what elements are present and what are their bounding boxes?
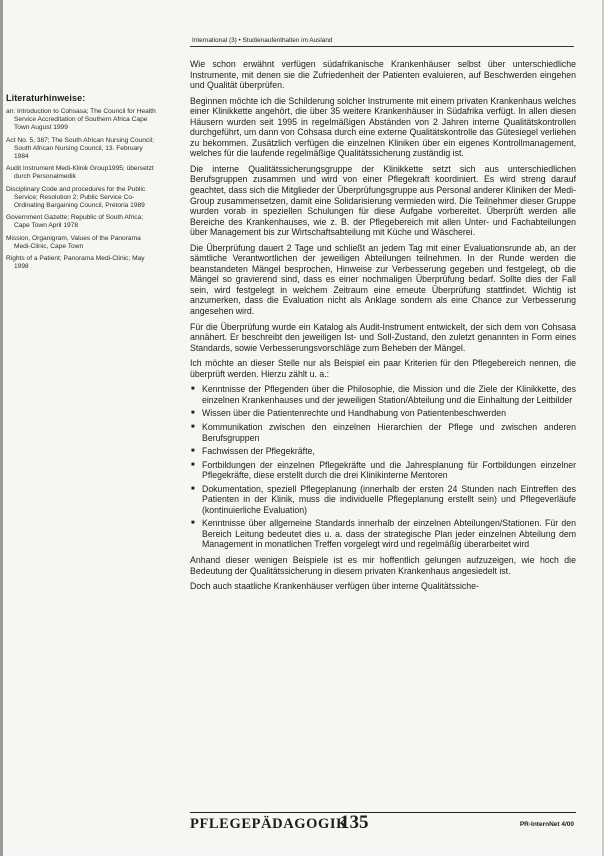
page-number: 135 [340, 812, 369, 833]
criteria-item: ■ Fortbildungen der einzelnen Pflegekräfte und die Jahresplanung für Fortbildungen einzelner Pflegekräfte, diese erstellt durch die drei Klinikinterne Mentoren [190, 460, 576, 481]
paragraph: Die interne Qualitätssicherungsgruppe der Klinikkette setzt sich aus unterschiedlichen Berufsgruppen zusammen und wird von einer Pflegekraft koordiniert. Es wird streng darauf geachtet, dass sich die Mitglieder der Überprüfungsgruppe aus Personal anderer Kliniken der Medi-Group zusammensetzen, damit eine Solidarisierung vermieden wird. Die Teilnehmer dieser Gruppe wurden vorab in speziellen Schulungen für diese Aufgabe vorbereitet. Überprüft werden alle Bereiche des Krankenhauses, wie z. B. der Pflegebereich mit allen Unter- und Fachabteilungen über Management bis zur Wirtschaftsabteilung mit Küche und Wäscherei. [190, 163, 576, 238]
criteria-item: ■ Kenntnisse der Pflegenden über die Philosophie, die Mission und die Ziele der Klinikkette, des einzelnen Krankenhauses und der jeweiligen Station/Abteilung und die Einhaltung der Leitbilder [190, 384, 576, 405]
reference-item: Mission, Organigram, Values of the Panorama Medi-Clinic, Cape Town [6, 234, 141, 250]
criteria-item: ■ Kenntnisse über allgemeine Standards innerhalb der einzelnen Abteilungen/Stationen. Für den Bereich Leitung bedeutet dies u. a. dass der strategische Plan jeder einzelnen Abteilung dem Management in monatlichen Treffen vorgelegt wird und regelmäßig überarbeitet wird [190, 518, 576, 550]
criteria-item: ■ Dokumentation, speziell Pflegeplanung (innerhalb der ersten 24 Stunden nach Eintreffen des Patienten in der Klinik, muss die individuelle Pflegeplanung erstellt sein) und Pflegeverläufe (kontinuierliche Evaluation) [190, 484, 576, 516]
article-body [190, 59, 576, 597]
references-title: Literaturhinweise: [6, 93, 86, 103]
paragraph: Die Überprüfung dauert 2 Tage und schließt an jedem Tag mit einer Evaluationsrunde ab, an der sämtliche Verantwortlichen der jeweiligen Abteilungen teilnehmen. In der Runde werden die beanstandeten Mängel besprochen, Hinweise zur Verbesserung gegeben und festgelegt, ob die Mängel so gravierend sind, dass es einer nochmaligen Überprüfung bedarf. Sollte dies der Fall sein, wird festgelegt in welchem Zeitraum eine erneute Überprüfung stattfindet. Wichtig ist anzumerken, dass die Evaluation nicht als Anklage sondern als eine Chance zur Verbesserung angesehen wird. [190, 242, 576, 317]
reference-item: Audit Instrument Medi-Klinik Group1995; übersetzt durch Personalmedik [6, 165, 154, 181]
reference-item: Government Gazette; Republic of South Africa; Cape Town April 1978 [6, 214, 144, 230]
reference-item: Act No. 5, 387; The South African Nursing Council; South African Nursing Council, 13. February 1984 [6, 136, 154, 161]
issue-label: PR-InternNet 4/00 [519, 821, 574, 828]
reference-item: Rights of a Patient; Panorama Medi-Clinic; May 1998 [6, 255, 145, 271]
criteria-list [190, 384, 576, 550]
paragraph: Für die Überprüfung wurde ein Katalog als Audit-Instrument entwickelt, der sich dem von Cohsasa annähert. Er beschreibt den jeweiligen Ist- und Soll-Zustand, den zuletzt genannten in Form eines Standards, sowie Verbesserungsvorschläge zum Beheben der Mängel. [190, 321, 576, 353]
header-rule [190, 46, 574, 47]
reference-item: an: Introduction to Cohsasa; The Council for Health Service Accreditation of Southern Africa Cape Town August 1999 [6, 108, 156, 132]
paragraph: Wie schon erwähnt verfügen südafrikanische Krankenhäuser selbst über unterschiedliche Instrumente, mit denen sie die Zufriedenheit der Patienten evaluieren, auf Beschwerden eingehen und Qualität überprüfen. [190, 59, 576, 91]
running-head: International (3) • Studienaufenthalten im Ausland [192, 37, 333, 44]
page-edge [0, 0, 3, 856]
paragraph: Doch auch staatliche Krankenhäuser verfügen über interne Qualitätssiche- [190, 581, 479, 592]
journal-brand: PFLEGEPÄDAGOGIK [190, 816, 349, 832]
criteria-item: ■ Kommunikation zwischen den einzelnen Hierarchien der Pflege und zwischen anderen Berufsgruppen [190, 422, 576, 443]
footer-rule [190, 812, 576, 813]
criteria-item: ■ Fachwissen der Pflegekräfte, [190, 446, 576, 457]
reference-item: Disciplinary Code and procedures for the Public Service; Resolution 2; Public Service Co-Ordinating Bargaining Council, Pretoria 1989 [6, 185, 146, 210]
criteria-item: ■ Wissen über die Patientenrechte und Handhabung von Patientenbeschwerden [190, 408, 576, 419]
paragraph: Ich möchte an dieser Stelle nur als Beispiel ein paar Kriterien für den Pflegebereich nennen, die überprüft werden. Hierzu zählt u. a.: [190, 358, 576, 379]
paragraph: Anhand dieser wenigen Beispiele ist es mir hoffentlich gelungen aufzuzeigen, wie hoch die Bedeutung der Qualitätssicherung in diesem privaten Krankenhaus angesiedelt ist. [190, 554, 576, 576]
references-sidebar [6, 93, 156, 275]
paragraph: Beginnen möchte ich die Schilderung solcher Instrumente mit einem privaten Krankenhaus welches einer Klinikkette angehört, die über 35 weitere Krankenhäuser in Südafrika verfügt. In allen diesen Häusern wurden seit 1995 in regelmäßigen Abständen von 2 Jahren interne Qualitätskontrollen durchgeführt, um dann von Cohsasa durch eine externe Qualitätskontrolle das Gütesiegel verliehen zu bekommen. Zusätzlich verfügen die einzelnen Kliniken über ein eigenes Kontrollmanagement, welches für die laufende regelmäßige Qualitätssicherung zuständig ist. [190, 95, 576, 159]
